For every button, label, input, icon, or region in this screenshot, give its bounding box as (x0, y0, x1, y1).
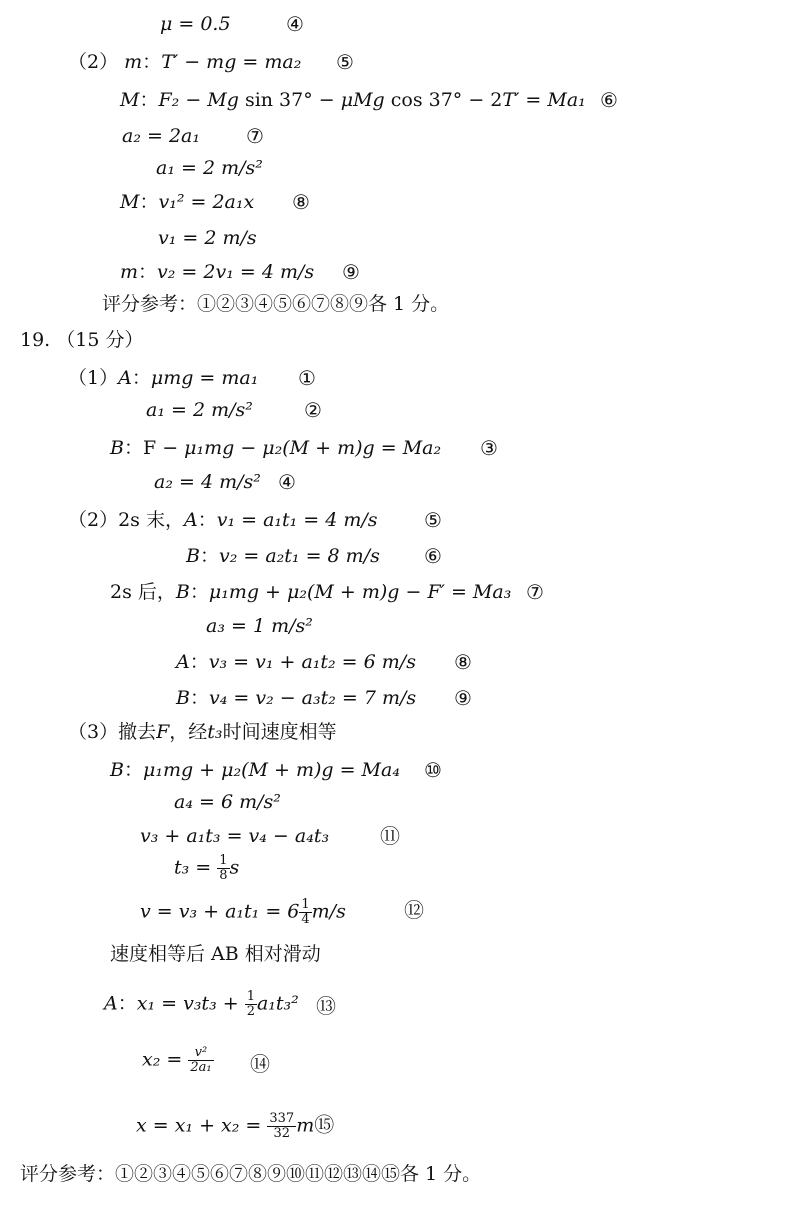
scoring-note-19: 评分参考：①②③④⑤⑥⑦⑧⑨⑩⑪⑫⑬⑭⑮各 1 分。 (20, 1163, 482, 1185)
line-eq-v2: m：v₂ = 2v₁ = 4 m/s (120, 261, 315, 283)
line-eq-v1sq: M：v₁² = 2a₁x (120, 191, 255, 213)
line-t3-value: t₃ = $\frac{1}{8}$ s (174, 853, 240, 883)
line-a4-value: a₄ = 6 m/s² (174, 791, 281, 813)
line-eq-A-mu: （1）A：μmg = ma₁ (68, 367, 259, 389)
line-eq-v: v = v₃ + a₁t₁ = 6 $\frac{1}{4}$ m/s (140, 897, 346, 927)
circled-number: ④ (278, 470, 296, 494)
circled-number: ⑫ (404, 898, 424, 922)
line-eq-M-force: M：F₂ − Mg sin 37° − μMg cos 37° − 2T′ = Ma₁ (120, 89, 586, 111)
line-mu: μ = 0.5 (160, 13, 231, 35)
circled-number: ⑦ (246, 124, 264, 148)
line-eq-B-F: B：F − μ₁mg − μ₂(M + m)g = Ma₂ (110, 437, 442, 459)
circled-number: ⑩ (424, 758, 442, 782)
circled-number: ④ (286, 12, 304, 36)
line-eq-after-2s-B: 2s 后，B：μ₁mg + μ₂(M + m)g − F′ = Ma₃ (110, 581, 512, 603)
line-v1: v₁ = 2 m/s (158, 227, 257, 249)
line-a1: a₁ = 2 m/s² (156, 157, 263, 179)
circled-number: ⑦ (526, 580, 544, 604)
circled-number: ⑤ (424, 508, 442, 532)
line-eq-2s-B: B：v₂ = a₂t₁ = 8 m/s (186, 545, 380, 567)
scoring-note: 评分参考：①②③④⑤⑥⑦⑧⑨各 1 分。 (102, 293, 450, 315)
circled-number: ⑨ (454, 686, 472, 710)
line-eq-a4: B：μ₁mg + μ₂(M + m)g = Ma₄ (110, 759, 400, 781)
circled-number: ② (304, 398, 322, 422)
line-eq-t3: v₃ + a₁t₃ = v₄ − a₄t₃ (140, 825, 330, 847)
circled-number: ⑪ (380, 824, 400, 848)
line-part3-heading: （3）撤去F，经t₃时间速度相等 (68, 721, 337, 743)
circled-number: ⑨ (342, 260, 360, 284)
circled-number: ① (298, 366, 316, 390)
line-eq-x1: A：x₁ = v₃t₃ + $\frac{1}{2}$ a₁t₃² (104, 989, 299, 1019)
line-a2: a₂ = 2a₁ (122, 125, 200, 147)
circled-number: ③ (480, 436, 498, 460)
line-eq-v4: B：v₄ = v₂ − a₃t₂ = 7 m/s (176, 687, 417, 709)
circled-number: ⑧ (292, 190, 310, 214)
line-a3-value: a₃ = 1 m/s² (206, 615, 313, 637)
circled-number: ⑤ (336, 50, 354, 74)
line-eq-v3: A：v₃ = v₁ + a₁t₂ = 6 m/s (176, 651, 416, 673)
line-eq-x2: x₂ = $\frac{\text{v²}}{\text{2a₁}}$ (142, 1045, 212, 1075)
circled-number: ⑭ (250, 1052, 270, 1076)
circled-number: ⑬ (316, 994, 336, 1018)
question-19-heading: 19. （15 分） (20, 329, 144, 351)
circled-number: ⑧ (454, 650, 472, 674)
line-eq-x-total: x = x₁ + x₂ = $\frac{337}{32}$ m⑮ (136, 1111, 335, 1141)
line-a2-value: a₂ = 4 m/s² (154, 471, 261, 493)
relative-sliding-note: 速度相等后 AB 相对滑动 (110, 943, 321, 965)
line-a1-value: a₁ = 2 m/s² (146, 399, 253, 421)
circled-number: ⑥ (600, 88, 618, 112)
line-eq-2s-A: （2）2s 末，A：v₁ = a₁t₁ = 4 m/s (68, 509, 378, 531)
circled-number: ⑥ (424, 544, 442, 568)
line-eq-m-tension: （2） m：T′ − mg = ma₂ (68, 51, 302, 73)
